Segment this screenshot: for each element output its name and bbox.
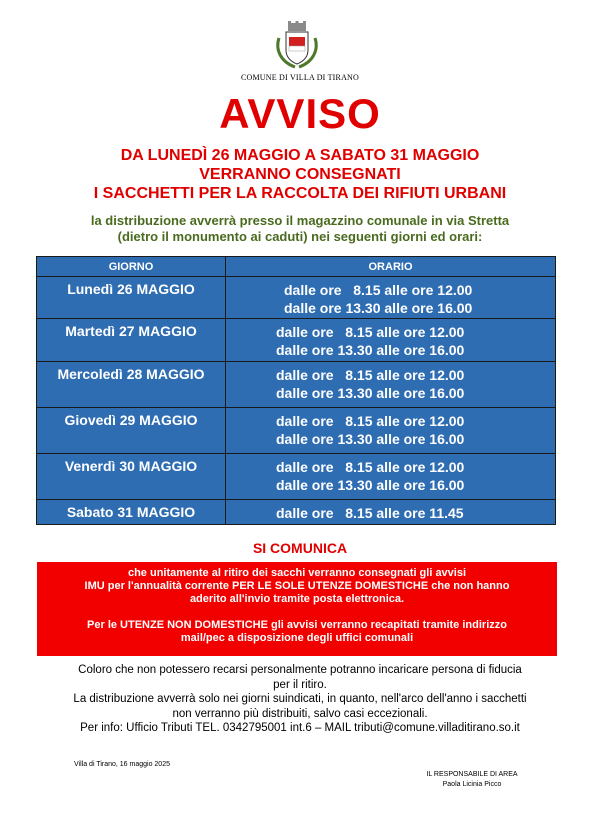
signatory-role: IL RESPONSABILE DI AREA xyxy=(426,771,518,778)
signatory-name: Paola Licinia Picco xyxy=(442,781,502,788)
notice-line: che unitamente al ritiro dei sacchi verranno consegnati gli avvisi xyxy=(127,567,467,579)
hours-line: dalle ore 8.15 alle ore 11.45 xyxy=(276,505,464,521)
subtitle-line: la distribuzione avverrà presso il magazzino comunale in via Stretta xyxy=(90,213,510,228)
schedule-header-row xyxy=(37,257,556,277)
notice-heading: SI COMUNICA xyxy=(252,540,348,556)
day-cell: Venerdì 30 MAGGIO xyxy=(37,454,226,500)
info-line: non verranno più distribuiti, salvo casi eccezionali. xyxy=(172,707,428,720)
table-row xyxy=(37,362,556,408)
hours-line: dalle ore 13.30 alle ore 16.00 xyxy=(276,342,465,358)
distribution-location xyxy=(0,213,600,245)
municipality-name: COMUNE DI VILLA DI TIRANO xyxy=(240,73,360,82)
imu-notice-box xyxy=(37,562,557,656)
info-line: La distribuzione avverrà solo nei giorni suindicati, in quanto, nell'arco dell'anno i sacchetti xyxy=(73,693,527,705)
headline-line: I SACCHETTI PER LA RACCOLTA DEI RIFIUTI URBANI xyxy=(93,185,507,202)
column-header-hours: ORARIO xyxy=(226,257,556,277)
hours-line: dalle ore 8.15 alle ore 12.00 xyxy=(276,324,465,340)
table-row xyxy=(37,408,556,454)
hours-cell xyxy=(226,454,556,500)
day-cell: Giovedì 29 MAGGIO xyxy=(37,408,226,454)
hours-cell xyxy=(226,362,556,408)
notice-title: AVVISO xyxy=(219,90,381,137)
hours-cell xyxy=(226,319,556,362)
column-header-day: GIORNO xyxy=(37,257,226,277)
hours-line: dalle ore 8.15 alle ore 12.00 xyxy=(284,282,473,298)
hours-line: dalle ore 13.30 alle ore 16.00 xyxy=(276,385,465,401)
hours-line: dalle ore 8.15 alle ore 12.00 xyxy=(276,413,465,429)
table-row xyxy=(37,319,556,362)
hours-cell xyxy=(226,500,556,525)
headline-line: VERRANNO CONSEGNATI xyxy=(199,166,401,183)
day-cell: Sabato 31 MAGGIO xyxy=(37,500,226,525)
info-block xyxy=(30,663,570,736)
info-line: per il ritiro. xyxy=(273,678,327,691)
notice-line: aderito all'invio tramite posta elettronica. xyxy=(189,593,405,605)
info-line: Per info: Ufficio Tributi TEL. 0342795001 int.6 – MAIL tributi@comune.villaditirano.so.it xyxy=(80,722,520,734)
headline-block xyxy=(0,146,600,203)
info-line: Coloro che non potessero recarsi personalmente potranno incaricare persona di fiducia xyxy=(78,664,522,676)
municipal-crest-icon xyxy=(273,20,321,70)
hours-cell xyxy=(226,408,556,454)
notice-line: mail/pec a disposizione degli uffici comunali xyxy=(180,632,414,644)
hours-cell xyxy=(226,277,556,319)
schedule-table xyxy=(36,256,556,525)
notice-line: IMU per l'annualità corrente PER LE SOLE UTENZE DOMESTICHE che non hanno xyxy=(84,580,510,592)
place-date: Villa di Tirano, 16 maggio 2025 xyxy=(74,761,170,768)
hours-line: dalle ore 13.30 alle ore 16.00 xyxy=(276,477,465,493)
hours-line: dalle ore 8.15 alle ore 12.00 xyxy=(276,367,465,383)
table-row xyxy=(37,277,556,319)
hours-line: dalle ore 13.30 alle ore 16.00 xyxy=(284,300,473,316)
headline-line: DA LUNEDÌ 26 MAGGIO A SABATO 31 MAGGIO xyxy=(120,147,480,164)
table-row xyxy=(37,454,556,500)
day-cell: Lunedì 26 MAGGIO xyxy=(37,277,226,319)
hours-line: dalle ore 13.30 alle ore 16.00 xyxy=(276,431,465,447)
day-cell: Martedì 27 MAGGIO xyxy=(37,319,226,362)
hours-line: dalle ore 8.15 alle ore 12.00 xyxy=(276,459,465,475)
notice-line: Per le UTENZE NON DOMESTICHE gli avvisi verranno recapitati tramite indirizzo xyxy=(87,619,507,631)
table-row xyxy=(37,500,556,525)
subtitle-line: (dietro il monumento ai caduti) nei seguenti giorni ed orari: xyxy=(117,229,483,244)
signature-block xyxy=(402,770,542,790)
day-cell: Mercoledì 28 MAGGIO xyxy=(37,362,226,408)
